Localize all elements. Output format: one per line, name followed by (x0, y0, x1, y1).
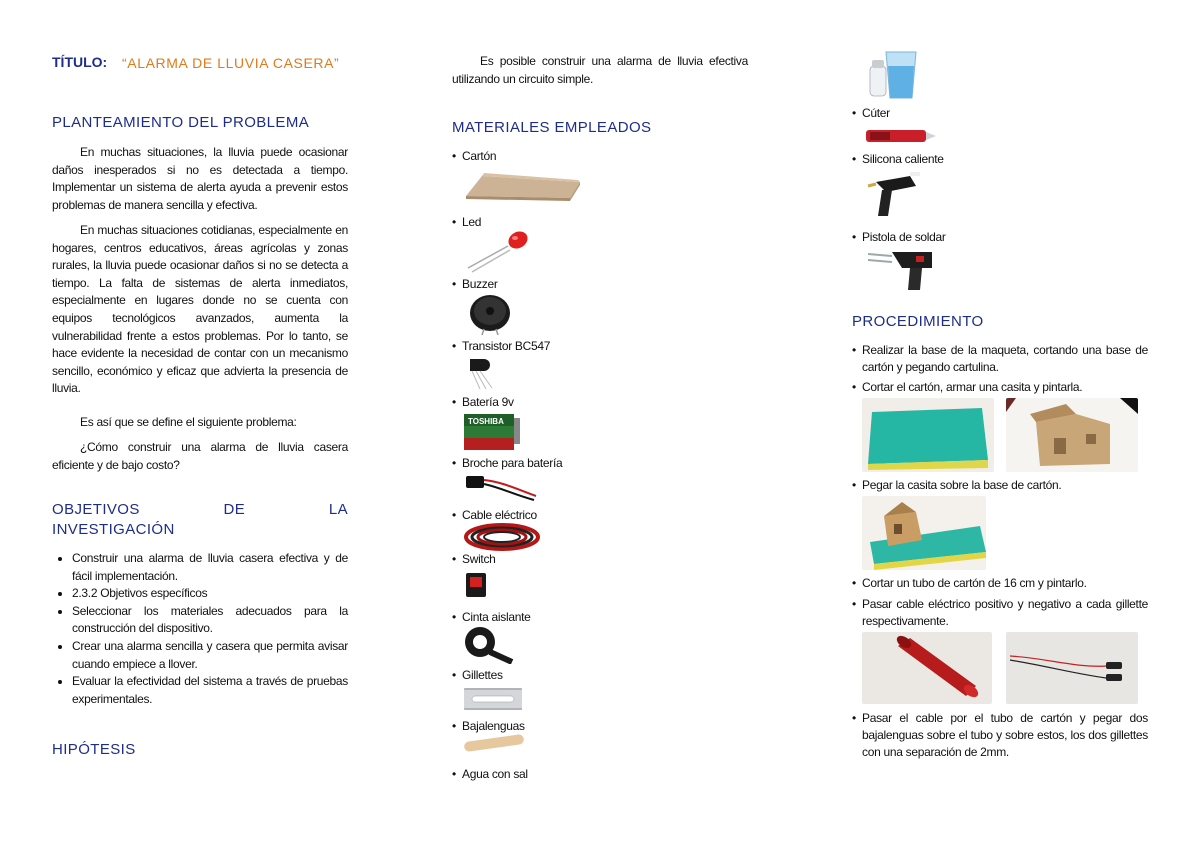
electrical-tape-image (462, 624, 516, 664)
cable-image (462, 522, 542, 552)
soldering-gun-image (862, 246, 938, 292)
buzzer-image (466, 293, 514, 335)
column-right (852, 0, 1148, 849)
material-item: • Pistola de soldar (852, 230, 946, 244)
material-item: • Silicona caliente (852, 152, 944, 166)
material-item: • Switch (452, 552, 496, 566)
material-item: • Cartón (452, 149, 497, 163)
material-item: • Cúter (852, 106, 890, 120)
procedure-step: • Pegar la casita sobre la base de cartón. (852, 478, 1062, 492)
objective-item: • Crear una alarma sencilla y casera que permita avisar cuando empiece a llover. (72, 638, 348, 673)
wired-blades-photo (1006, 632, 1138, 704)
red-tube-photo (862, 632, 992, 704)
objective-item: • Seleccionar los materiales adecuados para la construcción del dispositivo. (72, 603, 348, 638)
material-item: • Gillettes (452, 668, 503, 682)
hypothesis-text: Es posible construir una alarma de lluvia efectiva utilizando un circuito simple. (452, 54, 748, 86)
objective-item: • Evaluar la efectividad del sistema a través de pruebas experimentales. (72, 673, 348, 708)
salt-water-image (864, 46, 924, 102)
glue-gun-image (862, 168, 924, 224)
problem-paragraph-2: En muchas situaciones cotidianas, especialmente en hogares, centros educativos, áreas agrícolas y zonas rurales, la lluvia puede ocasionar daños si no se detecta a tiempo. La falta de sistemas de alerta inmediatos, especialmente en lugares donde no se cuenta con equipos tecnológicos avanzados, aumenta la vulnerabilidad frente a estos problemas. Por lo tanto, se hace evidente la necesidad de contar con un mecanismo sencillo, económico y eficaz que advierta la presencia de lluvia. (52, 223, 348, 396)
material-item: • Buzzer (452, 277, 498, 291)
objectives-list (52, 550, 348, 708)
problem-paragraph-3: Es así que se define el siguiente problema: (80, 415, 297, 429)
tongue-depressor-image (462, 734, 528, 754)
problem-paragraph-1: En muchas situaciones, la lluvia puede ocasionar daños inesperados si no es detectada a tiempo. Implementar un sistema de alerta ayuda a prevenir estos problemas de manera sencilla y efectiva. (52, 145, 348, 212)
transistor-image (462, 355, 502, 391)
material-item: • Bajalenguas (452, 719, 525, 733)
switch-image (462, 569, 490, 601)
material-item: • Agua con sal (452, 767, 528, 781)
material-item: • Cable eléctrico (452, 508, 537, 522)
procedure-heading: PROCEDIMIENTO (852, 313, 984, 330)
battery-clip-image (462, 470, 538, 504)
razor-blade-image (462, 684, 524, 714)
materials-heading: MATERIALES EMPLEADOS (452, 119, 652, 136)
material-item: • Cinta aislante (452, 610, 531, 624)
procedure-step: • Realizar la base de la maqueta, cortando una base de cartón y pegando cartulina. (852, 343, 1148, 374)
objective-item: • 2.3.2 Objetivos específicos (72, 585, 348, 603)
material-item: • Transistor BC547 (452, 339, 551, 353)
battery-image (462, 410, 522, 452)
problem-question: ¿Cómo construir una alarma de lluvia casera eficiente y de bajo costo? (52, 440, 348, 472)
procedure-step: • Pasar cable eléctrico positivo y negativo a cada gillette respectivamente. (852, 597, 1148, 628)
green-base-photo (862, 398, 994, 472)
battery-brand-text: TOSHIBA (468, 417, 504, 426)
led-image (462, 228, 534, 274)
cardboard-image (462, 168, 582, 202)
procedure-step: • Cortar el cartón, armar una casita y pintarla. (852, 380, 1083, 394)
material-item: • Batería 9v (452, 395, 514, 409)
house-on-base-photo (862, 496, 986, 570)
objective-item: • Construir una alarma de lluvia casera efectiva y de fácil implementación. (72, 550, 348, 585)
objectives-heading: OBJETIVOS DE LA INVESTIGACIÓN (52, 501, 348, 538)
material-item: • Led (452, 215, 482, 229)
column-left (52, 0, 348, 849)
title-label: TÍTULO: (52, 54, 108, 70)
cutter-image (862, 122, 938, 148)
title-text: “ALARMA DE LLUVIA CASERA” (122, 55, 340, 71)
column-middle (452, 0, 748, 849)
procedure-step: • Cortar un tubo de cartón de 16 cm y pintarlo. (852, 576, 1087, 590)
problem-heading: PLANTEAMIENTO DEL PROBLEMA (52, 114, 310, 131)
procedure-step: • Pasar el cable por el tubo de cartón y pegar dos bajalenguas sobre el tubo y sobre estos, los dos gillettes con una separación de 2mm. (852, 711, 1148, 759)
hypothesis-heading: HIPÓTESIS (52, 741, 136, 758)
material-item: • Broche para batería (452, 456, 563, 470)
cardboard-house-photo (1006, 398, 1138, 472)
